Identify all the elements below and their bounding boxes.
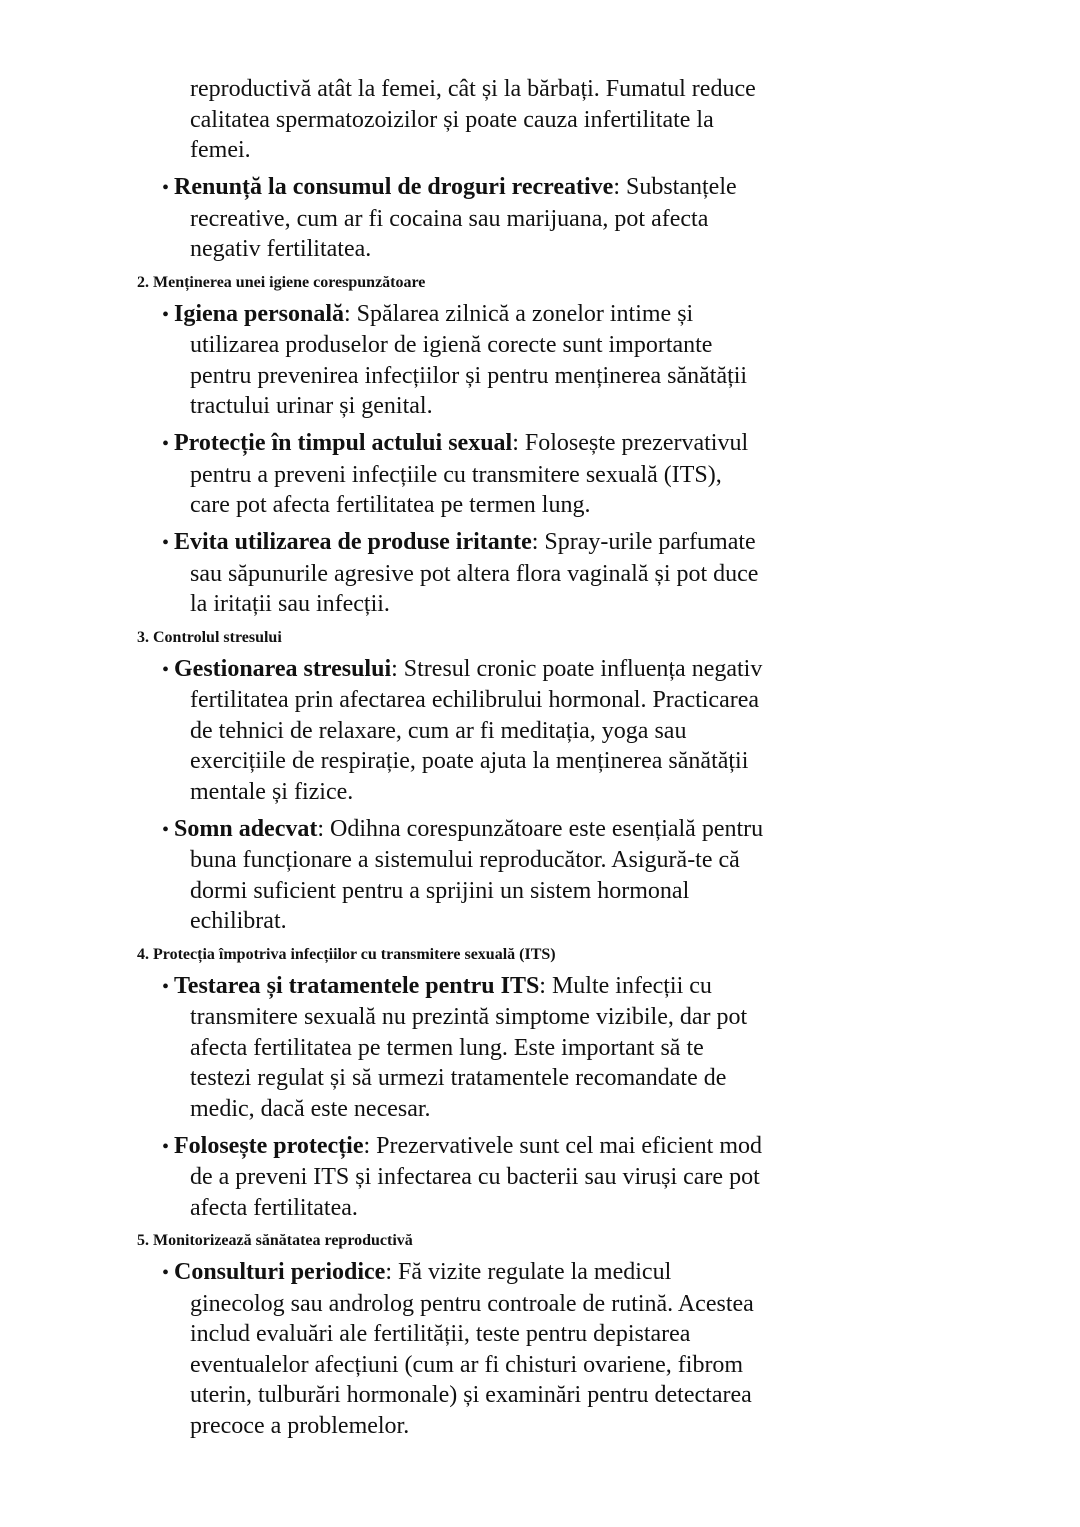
list-item	[0, 971, 1080, 1125]
section-heading: 2. Menținerea unei igiene corespunzătoare	[137, 273, 426, 291]
list-item-text-line: utilizarea produselor de igienă corecte sunt importante	[190, 332, 713, 358]
list-item-first-line	[0, 1257, 1080, 1289]
list-item-text-line: exercițiile de respirație, poate ajuta la menținerea sănătății	[190, 748, 749, 774]
list-item-term: Igiena personală	[174, 300, 345, 327]
bullet-icon: •	[162, 177, 170, 199]
list-item-text-line: transmitere sexuală nu prezintă simptome vizibile, dar pot	[190, 1004, 748, 1030]
list-item-first-line	[0, 172, 1080, 204]
list-item-text: : Spray-urile parfumate	[531, 529, 756, 555]
list-item-first-line	[0, 1131, 1080, 1163]
list-item-text: : Substanțele	[613, 174, 737, 200]
list-item-text: : Fă vizite regulate la medicul	[385, 1259, 672, 1285]
list-item-text-line: afecta fertilitatea.	[190, 1194, 358, 1221]
list-item-text: : Folosește prezervativul	[512, 430, 749, 456]
list-item-text-line: medic, dacă este necesar.	[190, 1095, 431, 1122]
intro-text-line: reproductivă atât la femei, cât și la bărbați. Fumatul reduce	[190, 76, 756, 102]
bullet-icon: •	[162, 433, 170, 455]
list-item-first-line	[0, 814, 1080, 846]
list-item-text-line: ginecolog sau androlog pentru controale de rutină. Acestea	[190, 1290, 754, 1317]
bullet-icon: •	[162, 303, 170, 326]
list-item-text-line: de tehnici de relaxare, cum ar fi meditația, yoga sau	[190, 717, 687, 744]
section-heading: 3. Controlul stresului	[137, 628, 282, 646]
list-item-text-line: care pot afecta fertilitatea pe termen lung.	[190, 492, 591, 518]
list-item-text-line: pentru a preveni infecțiile cu transmitere sexuală (ITS),	[190, 461, 722, 488]
list-item-term: Somn adecvat	[174, 815, 318, 842]
bullet-icon: •	[162, 1135, 170, 1158]
list-item	[0, 814, 1080, 937]
list-item	[0, 527, 1080, 620]
list-item	[0, 172, 1080, 265]
list-item-term: Renunță la consumul de droguri recreative	[174, 174, 614, 200]
list-item-text-line: echilibrat.	[190, 908, 287, 934]
list-item-text-line: sau săpunurile agresive pot altera flora vaginală și pot duce	[190, 560, 759, 587]
list-item-term: Protecție în timpul actului sexual	[174, 430, 513, 456]
list-item-text-line: eventualelor afecțiuni (cum ar fi chisturi ovariene, fibrom	[190, 1351, 744, 1378]
list-item-text-line: testezi regulat și să urmezi tratamentele recomandate de	[190, 1065, 727, 1091]
list-item-text-line: de a preveni ITS și infectarea cu bacterii sau viruși care pot	[190, 1164, 760, 1190]
list-item-text-line: fertilitatea prin afectarea echilibrului hormonal. Practicarea	[190, 687, 760, 713]
list-item-text: : Prezervativele sunt cel mai eficient mod	[363, 1132, 762, 1159]
list-item-text-line: afecta fertilitatea pe termen lung. Este important să te	[190, 1034, 704, 1061]
list-item-term: Testarea și tratamentele pentru ITS	[174, 972, 540, 999]
section-heading: 4. Protecția împotriva infecțiilor cu transmitere sexuală (ITS)	[137, 945, 556, 963]
list-item-text-line: la iritații sau infecții.	[190, 591, 390, 617]
list-item-text-line: recreative, cum ar fi cocaina sau marijuana, pot afecta	[190, 205, 709, 232]
list-item-text: : Odihna corespunzătoare este esențială pentru	[317, 815, 764, 842]
list-item	[0, 1257, 1080, 1441]
list-item-term: Consulturi periodice	[174, 1259, 386, 1285]
list-item	[0, 299, 1080, 422]
list-item-text-line: includ evaluări ale fertilității, teste pentru depistarea	[190, 1321, 691, 1347]
list-item-text-line: negativ fertilitatea.	[190, 236, 372, 262]
list-item-term: Folosește protecție	[174, 1132, 364, 1159]
list-item-first-line	[0, 428, 1080, 460]
list-item	[0, 1131, 1080, 1224]
list-item	[0, 654, 1080, 808]
list-item-text-line: uterin, tulburări hormonale) și examinări pentru detectarea	[190, 1382, 752, 1408]
intro-text-line: femei.	[190, 137, 251, 163]
section-heading: 5. Monitorizează sănătatea reproductivă	[137, 1232, 413, 1249]
bullet-icon: •	[162, 532, 170, 554]
list-item-first-line	[0, 971, 1080, 1003]
list-item-text-line: buna funcționare a sistemului reproducător. Asigură-te că	[190, 847, 740, 873]
list-item-text-line: pentru prevenirea infecțiilor și pentru menținerea sănătății	[190, 362, 748, 389]
bullet-icon: •	[162, 818, 170, 841]
list-item-text: : Stresul cronic poate influența negativ	[391, 655, 763, 682]
list-item-text-line: dormi suficient pentru a sprijini un sistem hormonal	[190, 877, 690, 904]
list-item-first-line	[0, 527, 1080, 559]
list-item-text: : Spălarea zilnică a zonelor intime și	[344, 300, 694, 327]
list-item-text-line: precoce a problemelor.	[190, 1412, 410, 1439]
list-item-term: Gestionarea stresului	[174, 655, 392, 682]
bullet-icon: •	[162, 658, 170, 681]
list-item	[0, 428, 1080, 521]
intro-text-line: calitatea spermatozoizilor și poate cauza infertilitate la	[190, 106, 714, 133]
list-item-term: Evita utilizarea de produse iritante	[174, 529, 532, 555]
list-item-text-line: tractului urinar și genital.	[190, 393, 433, 419]
list-item-text-line: mentale și fizice.	[190, 778, 354, 805]
list-item-first-line	[0, 654, 1080, 686]
bullet-icon: •	[162, 1262, 170, 1284]
bullet-icon: •	[162, 975, 170, 998]
list-item-text: : Multe infecții cu	[539, 972, 712, 999]
list-item-first-line	[0, 299, 1080, 331]
